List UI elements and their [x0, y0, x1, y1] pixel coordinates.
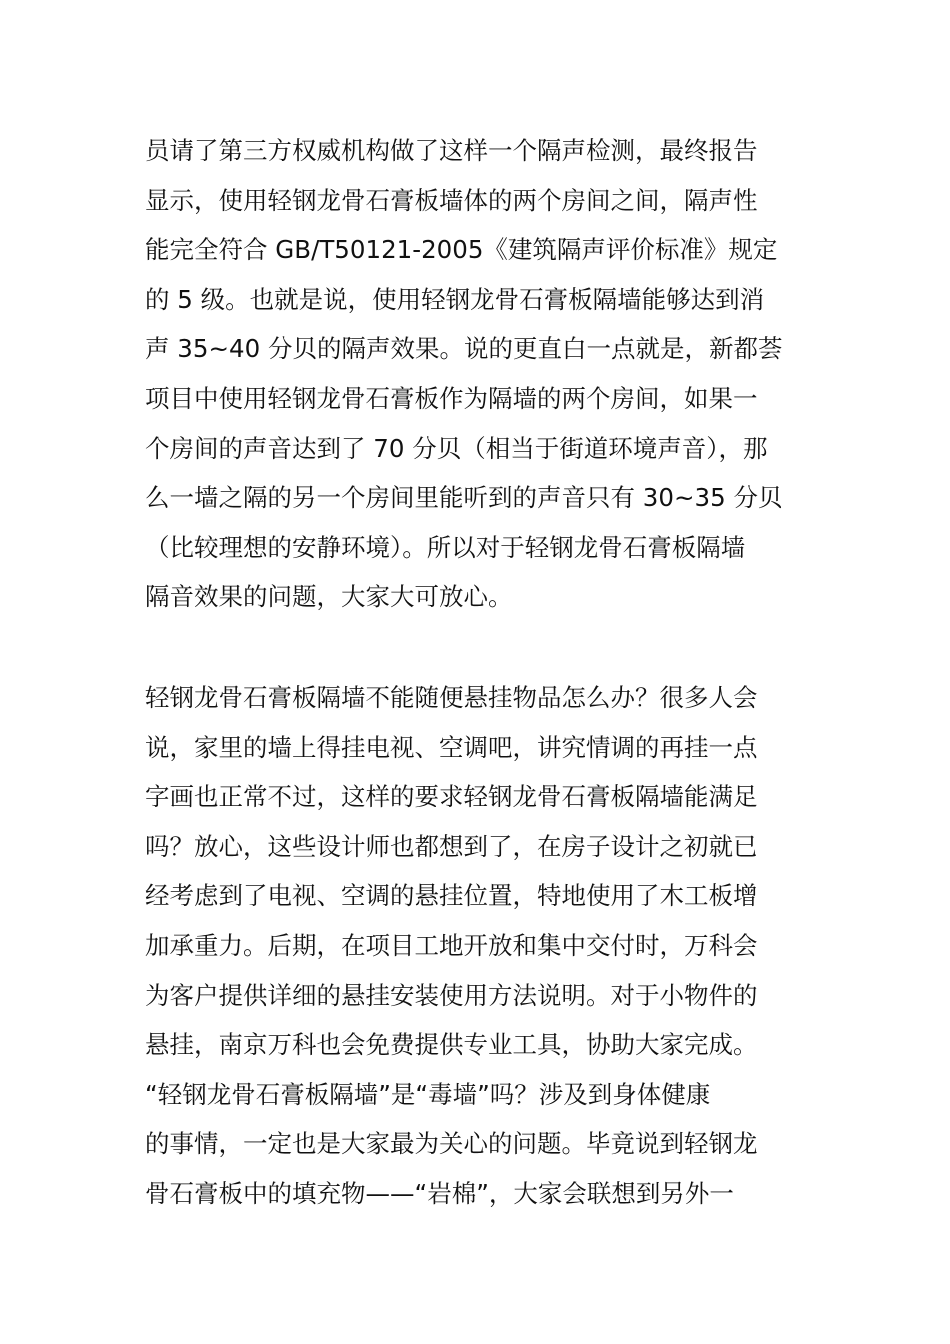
text-line: “轻钢龙骨石膏板隔墙”是“毒墙”吗？涉及到身体健康	[145, 1079, 711, 1109]
text-line: 悬挂，南京万科也会免费提供专业工具，协助大家完成。	[145, 1030, 758, 1060]
text-line: 加承重力。后期，在项目工地开放和集中交付时，万科会	[145, 930, 758, 960]
text-line: 字画也正常不过，这样的要求轻钢龙骨石膏板隔墙能满足	[145, 782, 758, 812]
paragraph-sound-insulation	[145, 126, 810, 622]
text-line: 能完全符合 GB/T50121-2005《建筑隔声评价标准》规定	[145, 235, 778, 265]
text-line: 吗？放心，这些设计师也都想到了，在房子设计之初就已	[145, 831, 758, 861]
text-line: 么一墙之隔的另一个房间里能听到的声音只有 30~35 分贝	[145, 483, 783, 513]
text-line: 项目中使用轻钢龙骨石膏板作为隔墙的两个房间，如果一	[145, 383, 758, 413]
text-line: 显示，使用轻钢龙骨石膏板墙体的两个房间之间，隔声性	[145, 185, 758, 215]
text-line: （比较理想的安静环境）。所以对于轻钢龙骨石膏板隔墙	[145, 532, 746, 562]
text-line: 隔音效果的问题，大家大可放心。	[145, 582, 513, 612]
text-line: 声 35~40 分贝的隔声效果。说的更直白一点就是，新都荟	[145, 334, 783, 364]
text-line: 的事情，一定也是大家最为关心的问题。毕竟说到轻钢龙	[145, 1129, 758, 1159]
text-line: 个房间的声音达到了 70 分贝（相当于街道环境声音），那	[145, 433, 768, 463]
text-line: 经考虑到了电视、空调的悬挂位置，特地使用了木工板增	[145, 881, 758, 911]
text-line: 员请了第三方权威机构做了这样一个隔声检测，最终报告	[145, 136, 758, 165]
paragraph-wall-hanging	[145, 673, 810, 1219]
text-line: 说，家里的墙上得挂电视、空调吧，讲究情调的再挂一点	[145, 732, 758, 762]
text-line: 骨石膏板中的填充物——“岩棉”，大家会联想到另外一	[145, 1178, 734, 1208]
text-line: 为客户提供详细的悬挂安装使用方法说明。对于小物件的	[145, 980, 758, 1010]
text-line: 轻钢龙骨石膏板隔墙不能随便悬挂物品怎么办？很多人会	[145, 683, 758, 712]
text-line: 的 5 级。也就是说，使用轻钢龙骨石膏板隔墙能够达到消	[145, 284, 765, 314]
